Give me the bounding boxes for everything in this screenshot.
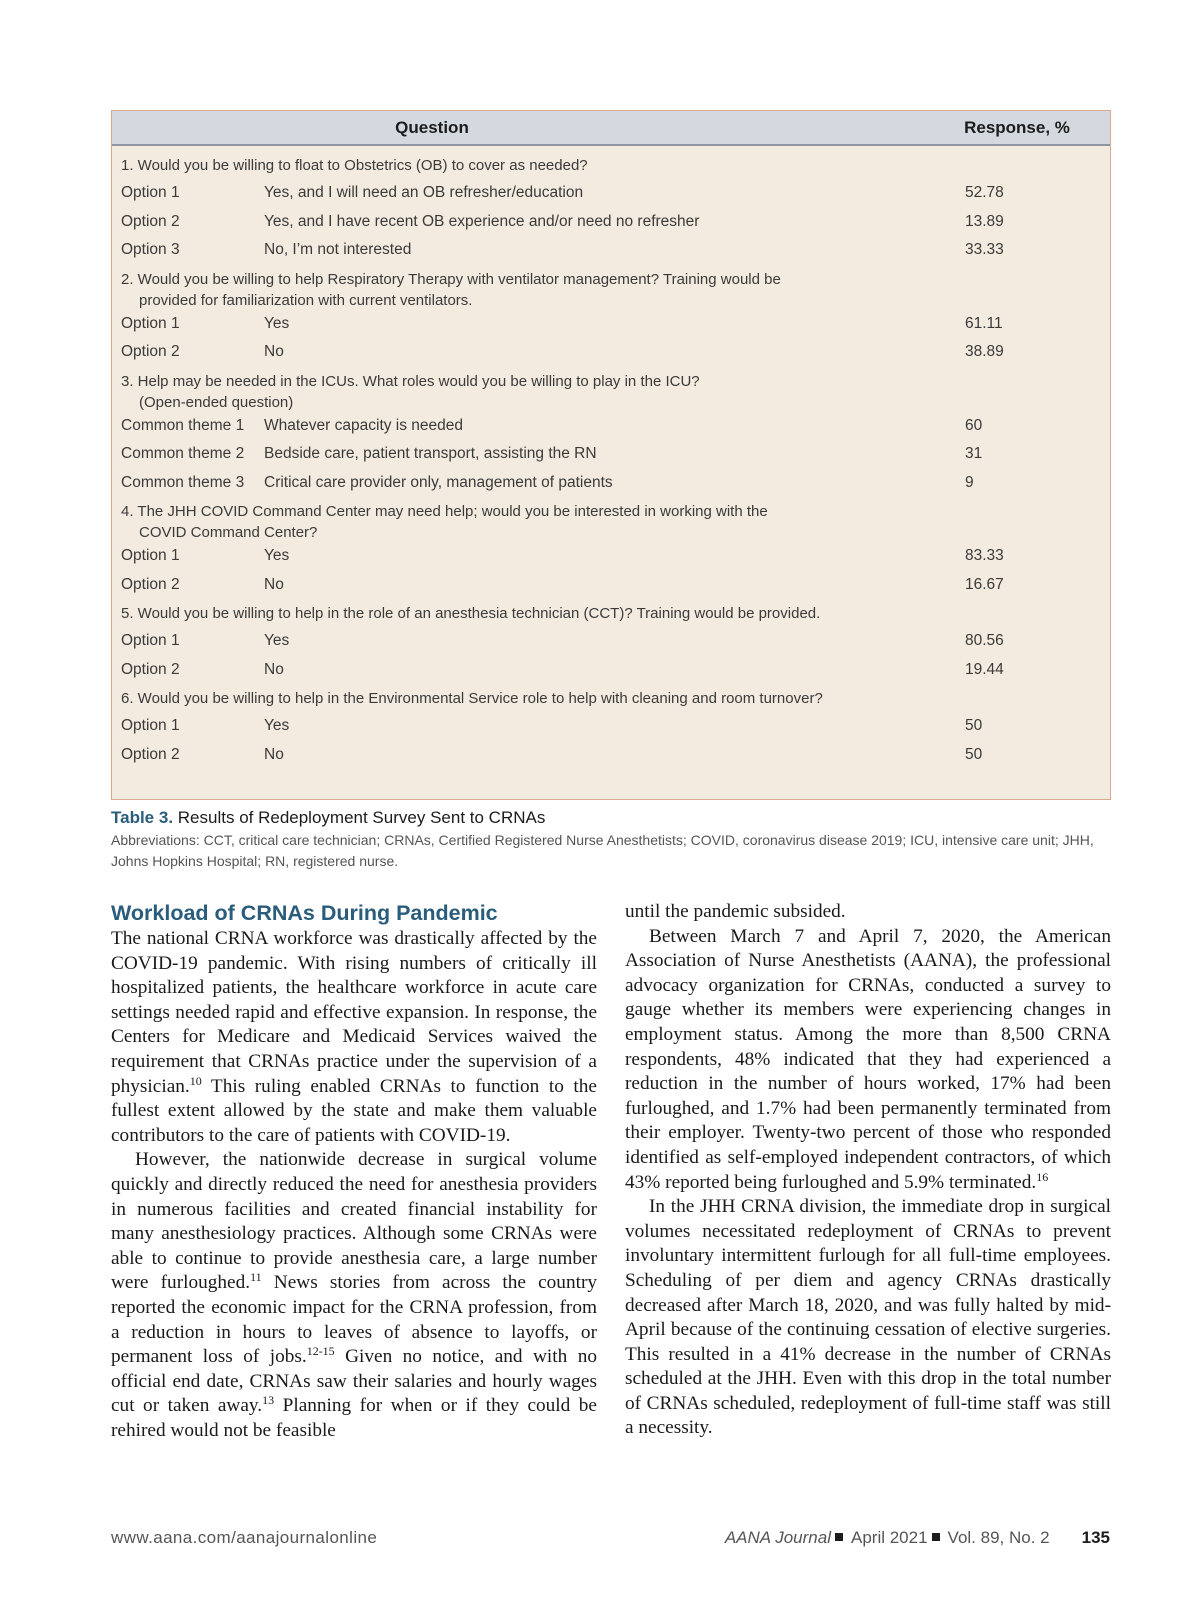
option-label: Common theme 3	[121, 473, 245, 491]
option-row	[112, 180, 1110, 209]
option-label: Option 2	[121, 745, 180, 763]
section-heading: Workload of CRNAs During Pandemic	[111, 901, 498, 925]
option-text: No	[264, 575, 284, 593]
paragraph: In the JHH CRNA division, the immediate drop in surgical volumes necessitated redeployment of CRNAs to prevent involuntary intermittent furlough for all full-time employees. Scheduling of per diem and agency CRNAs drastically decreased after March 18, 2020, and was fully halted by mid-April because of the continuing cessation of elective surgeries. This resulted in a 41% decrease in the number of CRNAs scheduled at the JHH. Even with this drop in the total number of CRNAs scheduled, redeployment of full-time staff was still a necessity.	[625, 1196, 1111, 1439]
response-value: 50	[965, 717, 983, 734]
option-label: Common theme 2	[121, 445, 245, 462]
reference: 13	[262, 1393, 275, 1408]
survey-table	[111, 110, 1111, 800]
option-row	[112, 441, 1110, 470]
paragraph: However, the nationwide decrease in surgical volume quickly and directly reduced the need for anesthesia providers in numerous facilities and created financial instability for many anesthesiology practices. Although some CRNAs were able to continue to provide anesthesia care, a large number were furloughed.$^{11}$ News stories from across the country reported the economic impact for the CRNA profession, from a reduction in hours to leaves of absence to layoffs, or permanent loss of jobs.$^{12-15}$ Given no notice, and with no official end date, CRNAs saw their salaries and hourly wages cut or taken away.$^{13}$ Planning for when or if they could be rehired would not be feasible	[111, 1149, 598, 1441]
option-row	[112, 713, 1110, 742]
response-value: 52.78	[965, 184, 1004, 201]
option-label: Option 2	[121, 212, 180, 230]
option-text: Yes, and I will need an OB refresher/education	[264, 184, 584, 201]
question-text: 1. Would you be willing to float to Obstetrics (OB) to cover as needed?	[121, 157, 588, 174]
volume: Vol. 89, No. 2	[947, 1528, 1050, 1547]
response-value: 13.89	[965, 212, 1004, 230]
option-text: No	[264, 660, 284, 678]
option-row	[112, 413, 1110, 442]
option-row	[112, 237, 1110, 266]
question-text: 2. Would you be willing to help Respiratory Therapy with ventilator management? Training would be	[121, 270, 781, 288]
footer-citation	[725, 1528, 1110, 1548]
option-row	[112, 339, 1110, 368]
article-column-left	[111, 900, 597, 1443]
option-label: Option 3	[121, 241, 180, 258]
question-text: 6. Would you be willing to help in the Environmental Service role to help with cleaning and room turnover?	[121, 690, 823, 707]
option-row	[112, 543, 1110, 572]
option-row	[112, 209, 1110, 238]
question-text: 5. Would you be willing to help in the role of an anesthesia technician (CCT)? Training would be provided.	[121, 605, 821, 622]
table-label: Table 3.	[111, 808, 174, 827]
option-row	[112, 311, 1110, 340]
option-text: Bedside care, patient transport, assisting the RN	[264, 445, 597, 462]
option-text: Yes, and I have recent OB experience and/or need no refresher	[264, 212, 700, 230]
article-column-right	[625, 900, 1111, 1441]
reference: 12-15	[306, 1344, 335, 1359]
footer-url: www.aana.com/aanajournalonline	[111, 1528, 378, 1547]
option-text: Whatever capacity is needed	[264, 416, 464, 434]
option-label: Option 2	[121, 575, 180, 593]
option-text: Yes	[264, 314, 290, 332]
option-label: Option 2	[121, 343, 180, 360]
option-label: Option 1	[121, 632, 180, 649]
table-caption	[111, 808, 1101, 872]
paragraph: until the pandemic subsided.	[625, 901, 846, 922]
response-value: 80.56	[965, 632, 1004, 649]
option-text: No	[264, 745, 284, 763]
issue-date: April 2021	[850, 1528, 928, 1547]
option-label: Option 1	[121, 184, 180, 201]
option-label: Option 1	[121, 547, 180, 564]
option-label: Option 1	[121, 314, 180, 332]
question-text-continued: COVID Command Center?	[139, 524, 318, 541]
paragraph: Between March 7 and April 7, 2020, the American Association of Nurse Anesthetists (AANA), the professional advocacy organization for CRNAs, conducted a survey to gauge whether its members were experiencing changes in employment status. Among the more than 8,500 CRNA respondents, 48% indicated that they had experienced a reduction in the number of hours worked, 17% had been furloughed, and 1.7% had been permanently terminated from their employer. Twenty-two percent of those who responded identified as self-employed independent contractors, of which 43% reported being furloughed and 5.9% terminated.$^{16}$	[625, 925, 1111, 1193]
response-value: 60	[965, 416, 983, 434]
table-title: Results of Redeployment Survey Sent to CRNAs	[177, 808, 546, 827]
option-text: Yes	[264, 632, 290, 649]
question-column-header: Question	[395, 118, 469, 137]
bullet-icon	[835, 1533, 843, 1541]
option-text: No, I’m not interested	[264, 241, 412, 258]
question-row	[112, 498, 1110, 543]
option-row	[112, 657, 1110, 686]
response-value: 38.89	[965, 343, 1004, 360]
option-text: No	[264, 343, 284, 360]
reference: 10	[189, 1073, 202, 1088]
question-text: 4. The JHH COVID Command Center may need help; would you be interested in working with the	[121, 503, 768, 520]
question-text-continued: (Open-ended question)	[139, 393, 294, 411]
option-row	[112, 628, 1110, 657]
question-text-continued: provided for familiarization with current ventilators.	[139, 291, 473, 309]
response-value: 31	[965, 445, 983, 462]
option-label: Common theme 1	[121, 416, 245, 434]
response-value: 50	[965, 745, 983, 763]
table-header	[112, 111, 1110, 146]
paragraph: The national CRNA workforce was drastically affected by the COVID-19 pandemic. With rising numbers of critically ill hospitalized patients, the healthcare workforce in acute care settings needed rapid and effective expansion. In response, the Centers for Medicare and Medicaid Services waived the requirement that CRNAs practice under the supervision of a physician.$^{10}$ This ruling enabled CRNAs to function to the fullest extent allowed by the state and make them valuable contributors to the care of patients with COVID-19.	[111, 928, 597, 1146]
page-number: 135	[1081, 1528, 1110, 1547]
response-value: 19.44	[965, 660, 1004, 678]
question-row	[112, 368, 1110, 413]
response-value: 16.67	[965, 575, 1004, 593]
option-row	[112, 742, 1110, 771]
option-row	[112, 470, 1110, 499]
question-text: 3. Help may be needed in the ICUs. What roles would you be willing to play in the ICU?	[121, 372, 700, 390]
journal-name: AANA Journal	[724, 1528, 831, 1547]
question-row	[112, 152, 1110, 180]
option-text: Yes	[264, 547, 290, 564]
response-column-header: Response, %	[964, 118, 1070, 137]
response-value: 33.33	[965, 241, 1004, 258]
option-text: Critical care provider only, management of patients	[264, 473, 613, 491]
option-row	[112, 572, 1110, 601]
reference: 16	[1036, 1169, 1049, 1184]
question-row	[112, 266, 1110, 311]
option-text: Yes	[264, 717, 290, 734]
question-row	[112, 600, 1110, 628]
bullet-icon	[932, 1533, 940, 1541]
response-value: 61.11	[965, 314, 1003, 332]
reference: 11	[250, 1270, 262, 1285]
option-label: Option 1	[121, 717, 180, 734]
option-label: Option 2	[121, 660, 180, 678]
response-value: 83.33	[965, 547, 1004, 564]
table-abbreviations: Abbreviations: CCT, critical care technician; CRNAs, Certified Registered Nurse Anesthetists; COVID, coronavirus disease 2019; ICU, intensive care unit; JHH, Johns Hopkins Hospital; RN, registered nurse.	[111, 832, 1094, 869]
table-body	[112, 146, 1110, 770]
question-row	[112, 685, 1110, 713]
response-value: 9	[965, 473, 974, 491]
